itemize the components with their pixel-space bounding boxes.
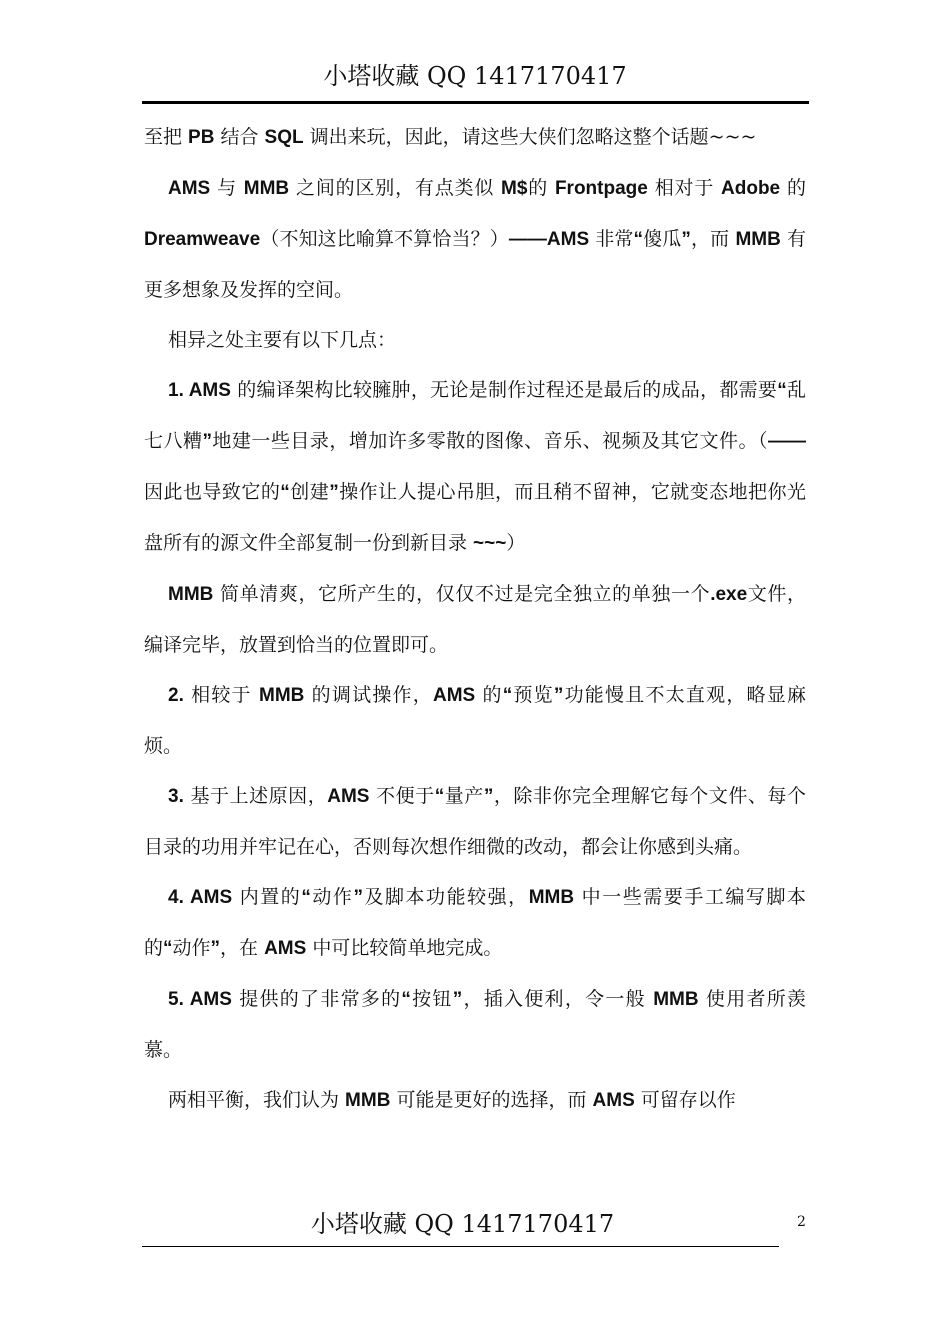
bold-text-run: SQL bbox=[264, 127, 304, 148]
text-run: 量产 bbox=[444, 785, 484, 807]
bold-text-run: 5. AMS bbox=[168, 989, 232, 1010]
bold-text-run: 2. bbox=[168, 685, 184, 706]
text-run: 按钮 bbox=[410, 988, 453, 1010]
bold-text-run: —— bbox=[767, 431, 806, 452]
bold-text-run: ” bbox=[210, 938, 221, 959]
bold-text-run: MMB bbox=[345, 1090, 391, 1111]
text-run: 相对于 bbox=[647, 177, 722, 199]
text-run: 两相平衡，我们认为 bbox=[168, 1089, 346, 1111]
text-run: 有更多想象及发挥的空间。 bbox=[144, 228, 806, 301]
text-run: 动作 bbox=[172, 937, 211, 959]
text-run: ，在 bbox=[220, 937, 265, 959]
bold-text-run: M$ bbox=[501, 178, 528, 199]
document-body bbox=[144, 112, 806, 1126]
text-run: 提供的了非常多的 bbox=[231, 988, 402, 1010]
bold-text-run: “ bbox=[434, 786, 445, 807]
text-run: 动作 bbox=[310, 886, 354, 908]
text-run: 相较于 bbox=[183, 684, 260, 706]
bold-text-run: “ bbox=[633, 229, 644, 250]
text-run: 的调试操作， bbox=[304, 684, 433, 706]
bold-text-run: Dreamweave bbox=[144, 229, 261, 250]
bold-text-run: “ bbox=[163, 938, 173, 959]
paragraph bbox=[144, 365, 806, 569]
bold-text-run: PB bbox=[188, 127, 215, 148]
paragraph bbox=[144, 974, 806, 1075]
text-run: ，插入便利，令一般 bbox=[462, 988, 654, 1010]
bold-text-run: MMB bbox=[259, 685, 305, 706]
text-run: 操作让人提心吊胆，而且稍不留神，它就变态地把你光盘所有的源文件全部复制一份到新目录 bbox=[144, 481, 806, 554]
bold-text-run: Frontpage bbox=[554, 178, 648, 199]
text-run: 非常 bbox=[589, 228, 634, 250]
bold-text-run: AMS bbox=[264, 938, 307, 959]
bold-text-run: .exe bbox=[710, 584, 748, 605]
text-run: 的 bbox=[527, 177, 555, 199]
paragraph bbox=[144, 112, 806, 163]
text-run: 地建一些目录，增加许多零散的图像、音乐、视频及其它文件。（ bbox=[211, 430, 768, 452]
bold-text-run: “ bbox=[280, 482, 290, 503]
text-run: 内置的 bbox=[232, 886, 302, 908]
text-run: 不便于 bbox=[369, 785, 435, 807]
paragraph bbox=[144, 569, 806, 670]
bold-text-run: Adobe bbox=[721, 178, 781, 199]
text-run: 的 bbox=[475, 684, 503, 706]
paragraph bbox=[144, 872, 806, 974]
footer-divider bbox=[142, 1246, 779, 1247]
text-run: 预览 bbox=[512, 684, 554, 706]
text-run: ，除非你完全理解它每个文件、每个目录的功用并牢记在心，否则每次想作细微的改动，都会让你感到头痛。 bbox=[144, 785, 806, 858]
bold-text-run: ~~~ bbox=[473, 533, 507, 554]
header-divider bbox=[142, 101, 809, 104]
bold-text-run: ” bbox=[452, 989, 463, 1010]
bold-text-run: ” bbox=[353, 887, 363, 908]
bold-text-run: “ bbox=[301, 887, 311, 908]
bold-text-run: “ bbox=[401, 989, 411, 1010]
text-run: 相异之处主要有以下几点： bbox=[168, 329, 397, 351]
text-run: 及脚本功能较强， bbox=[362, 886, 529, 908]
bold-text-run: 4. AMS bbox=[168, 887, 233, 908]
bold-text-run: 3. bbox=[168, 786, 184, 807]
bold-text-run: MMB bbox=[528, 887, 575, 908]
paragraph bbox=[144, 771, 806, 872]
text-run: 简单清爽，它所产生的，仅仅不过是完全独立的单独一个 bbox=[213, 583, 711, 605]
text-run: 可留存以作 bbox=[634, 1089, 736, 1111]
text-run: 傻瓜 bbox=[643, 228, 682, 250]
text-run: 的 bbox=[780, 177, 806, 199]
text-run: 结合 bbox=[214, 126, 265, 148]
bold-text-run: MMB bbox=[243, 178, 290, 199]
bold-text-run: ——AMS bbox=[508, 229, 590, 250]
bold-text-run: 1. AMS bbox=[168, 380, 231, 401]
bold-text-run: MMB bbox=[168, 584, 214, 605]
text-run: 乱七八糟 bbox=[144, 379, 807, 452]
text-run: 基于上述原因， bbox=[183, 785, 328, 807]
bold-text-run: MMB bbox=[735, 229, 781, 250]
paragraph bbox=[144, 1075, 806, 1126]
page-number: 2 bbox=[797, 1214, 806, 1230]
text-run: 调出来玩，因此，请这些大侠们忽略这整个话题~~~ bbox=[303, 126, 757, 148]
text-run: 中可比较简单地完成。 bbox=[306, 937, 503, 959]
bold-text-run: “ bbox=[502, 685, 513, 706]
text-run: 因此也导致它的 bbox=[144, 481, 281, 503]
text-run: 中一些需要手工编写脚本的 bbox=[144, 886, 806, 959]
paragraph bbox=[144, 315, 806, 365]
page-header-title: 小塔收藏 QQ 1417170417 bbox=[323, 62, 627, 90]
bold-text-run: AMS bbox=[432, 685, 476, 706]
text-run: （不知这比喻算不算恰当？） bbox=[260, 228, 509, 250]
text-run: ） bbox=[506, 532, 526, 554]
bold-text-run: ” bbox=[681, 229, 691, 250]
bold-text-run: ” bbox=[202, 431, 212, 452]
paragraph bbox=[144, 163, 806, 315]
bold-text-run: AMS bbox=[592, 1090, 635, 1111]
paragraph bbox=[144, 670, 806, 771]
bold-text-run: ” bbox=[483, 786, 494, 807]
text-run: 可能是更好的选择，而 bbox=[390, 1089, 593, 1111]
text-run: 的编译架构比较臃肿，无论是制作过程还是最后的成品，都需要 bbox=[230, 379, 778, 401]
text-run: 创建 bbox=[289, 481, 330, 503]
bold-text-run: AMS bbox=[327, 786, 370, 807]
text-run: 使用者所羡慕。 bbox=[144, 988, 806, 1061]
text-run: 与 bbox=[210, 177, 244, 199]
bold-text-run: ” bbox=[329, 482, 339, 503]
text-run: 功能慢且不太直观，略显麻烦。 bbox=[144, 684, 806, 757]
bold-text-run: MMB bbox=[653, 989, 699, 1010]
text-run: ，而 bbox=[690, 228, 736, 250]
page-footer-title: 小塔收藏 QQ 1417170417 bbox=[310, 1210, 615, 1238]
text-run: 至把 bbox=[144, 126, 189, 148]
bold-text-run: “ bbox=[777, 380, 787, 401]
text-run: 之间的区别，有点类似 bbox=[289, 177, 502, 199]
text-run: 文件，编译完毕，放置到恰当的位置即可。 bbox=[144, 583, 806, 656]
bold-text-run: ” bbox=[553, 685, 564, 706]
bold-text-run: AMS bbox=[168, 178, 211, 199]
